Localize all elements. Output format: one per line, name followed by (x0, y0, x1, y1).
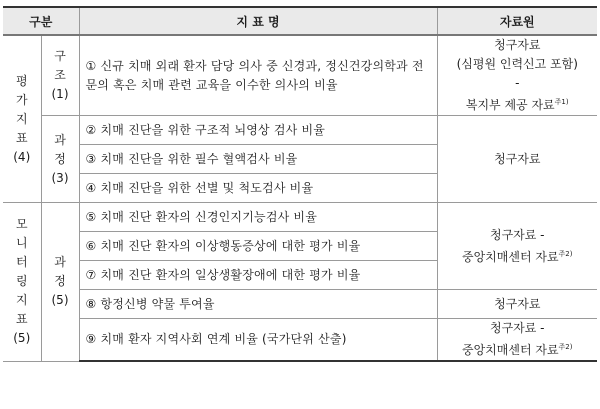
source-antipsychotic: 청구자료 (437, 290, 597, 319)
subgroup-char: 과 (54, 132, 66, 147)
table-row (3, 290, 597, 319)
subgroup-structure (41, 35, 79, 116)
subgroup-char: 정 (54, 151, 66, 166)
subgroup-char: 구 (54, 49, 66, 63)
group-monitor-char: (5) (13, 331, 31, 346)
header-category: 구분 (3, 7, 79, 35)
source-monitor-a (437, 203, 597, 290)
source-community (437, 319, 597, 362)
group-eval (3, 35, 41, 203)
source-text: 청구자료 - (489, 227, 545, 242)
table-row (3, 319, 597, 362)
header-row (3, 7, 597, 35)
source-text: - (515, 76, 520, 90)
subgroup-char: 조 (54, 68, 66, 82)
subgroup-char: (1) (51, 87, 69, 101)
group-eval-char: 표 (15, 130, 28, 145)
source-text: (심평원 인력신고 포함) (456, 57, 578, 71)
group-monitor-char: 링 (15, 274, 28, 289)
table-row (3, 116, 597, 145)
indicator-4: ④ 치매 진단을 위한 선별 및 척도검사 비율 (79, 174, 437, 203)
source-text (438, 338, 598, 360)
header-source: 자료원 (437, 7, 597, 35)
group-monitor-char: 모 (15, 217, 28, 232)
subgroup-char: (3) (51, 170, 69, 185)
table-row (3, 35, 597, 116)
indicator-7: ⑦ 치매 진단 환자의 일상생활장애에 대한 평가 비율 (79, 261, 437, 290)
source-text-main: 중앙치매센터 자료 (461, 249, 559, 264)
group-monitor-char: 니 (15, 236, 28, 251)
source-text (438, 93, 598, 115)
indicator-1: ① 신규 치매 외래 환자 담당 의사 중 신경과, 정신건강의학과 전문의 혹은 치매 관련 교육을 이수한 의사의 비율 (79, 35, 437, 116)
group-monitor-char: 표 (15, 312, 28, 327)
source-structure (437, 35, 597, 116)
group-monitor-char: 터 (15, 255, 28, 270)
group-monitor (3, 203, 41, 362)
header-indicator: 지 표 명 (79, 7, 437, 35)
source-text-main: 복지부 제공 자료 (465, 98, 555, 112)
group-monitor-char: 지 (15, 293, 28, 308)
group-eval-char: 지 (15, 111, 28, 126)
subgroup-process-monitor (41, 203, 79, 362)
group-eval-char: (4) (13, 149, 31, 164)
subgroup-char: (5) (51, 293, 69, 308)
group-eval-char: 가 (15, 92, 28, 107)
subgroup-char: 정 (54, 274, 66, 289)
source-text-main: 중앙치매센터 자료 (461, 343, 559, 357)
footnote-mark: 주2) (558, 343, 573, 351)
subgroup-char: 과 (54, 255, 66, 270)
indicator-6: ⑥ 치매 진단 환자의 이상행동증상에 대한 평가 비율 (79, 232, 437, 261)
subgroup-process-eval (41, 116, 79, 203)
indicator-2: ② 치매 진단을 위한 구조적 뇌영상 검사 비율 (79, 116, 437, 145)
indicator-9: ⑨ 치매 환자 지역사회 연계 비율 (국가단위 산출) (79, 319, 437, 362)
table-row (3, 203, 597, 232)
indicator-8: ⑧ 항정신병 약물 투여율 (79, 290, 437, 319)
indicator-5: ⑤ 치매 진단 환자의 신경인지기능검사 비율 (79, 203, 437, 232)
footnote-mark: 주1) (554, 98, 569, 106)
source-text: 청구자료 - (489, 321, 545, 335)
indicator-3: ③ 치매 진단을 위한 필수 혈액검사 비율 (79, 145, 437, 174)
source-text: 청구자료 (494, 38, 541, 52)
footnote-mark: 주2) (558, 249, 573, 258)
indicator-table (3, 6, 597, 362)
source-text (438, 245, 598, 267)
group-eval-char: 평 (15, 73, 28, 88)
source-process-eval: 청구자료 (437, 116, 597, 203)
